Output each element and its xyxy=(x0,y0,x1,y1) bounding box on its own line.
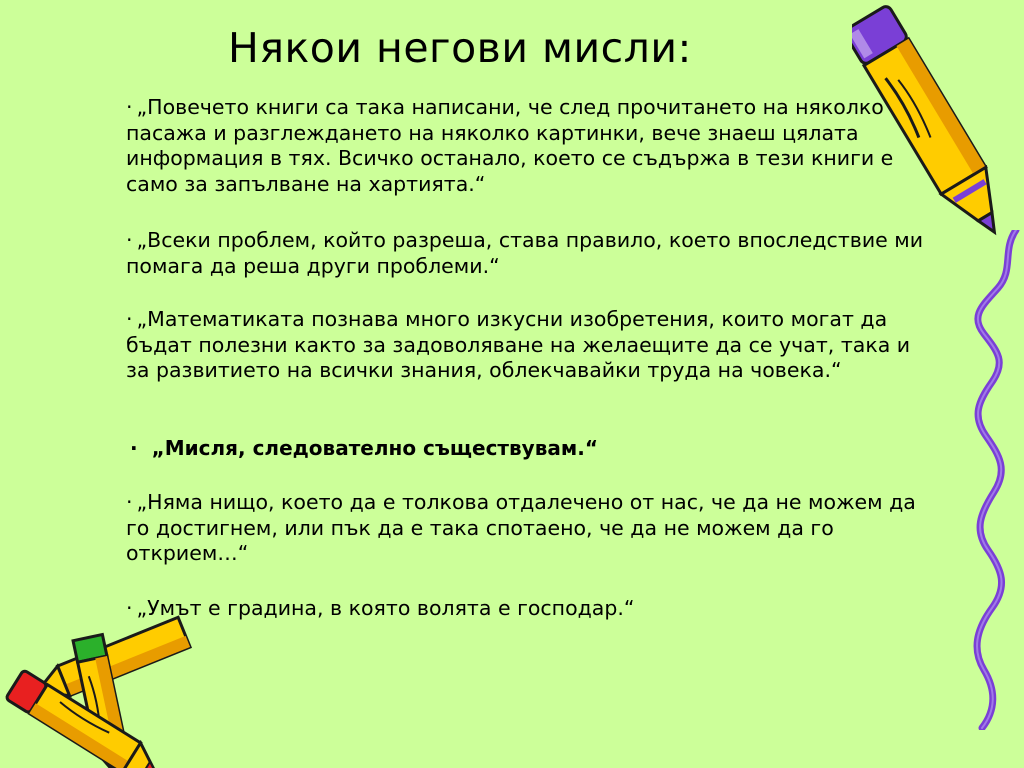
bullet: · xyxy=(126,95,133,119)
purple-squiggle-line xyxy=(962,230,1024,730)
crossed-pencils-icon xyxy=(0,610,210,768)
quote-text: „Всеки проблем, който разреша, става правило, което впоследствие ми помага да реша други проблеми.“ xyxy=(126,228,924,278)
quote-item xyxy=(126,596,926,622)
quote-item xyxy=(126,490,926,567)
quote-item xyxy=(126,95,926,197)
quote-text: „Повечето книги са така написани, че след прочитането на няколко пасажа и разглеждането на няколко картинки, вече знаеш цялата информация в тях. Всичко останало, което се съдържа в тези книги е само за запълване на хартията.“ xyxy=(126,95,894,196)
bullet: · xyxy=(126,228,133,252)
quote-item-highlighted xyxy=(130,436,930,462)
slide-title: Някои негови мисли: xyxy=(228,24,692,72)
purple-pencil-icon xyxy=(852,0,1012,250)
quote-text: „Математиката познава много изкусни изобретения, които могат да бъдат полезни както за задоволяване на желаещите да се учат, така и за развитието на всички знания, облекчавайки труда на човека.“ xyxy=(126,307,911,382)
quote-text: „Мисля, следователно съществувам.“ xyxy=(151,436,598,460)
quote-item xyxy=(126,307,926,384)
quote-item xyxy=(126,228,926,279)
bullet: · xyxy=(126,490,133,514)
quote-text: „Умът е градина, в която волята е господар.“ xyxy=(136,596,635,620)
quote-text: „Няма нищо, което да е толкова отдалечено от нас, че да не можем да го достигнем, или пък да е така спотаено, че да не можем да го открием…“ xyxy=(126,490,916,565)
bullet: · xyxy=(130,436,138,460)
bullet: · xyxy=(126,307,133,331)
bullet: · xyxy=(126,596,133,620)
